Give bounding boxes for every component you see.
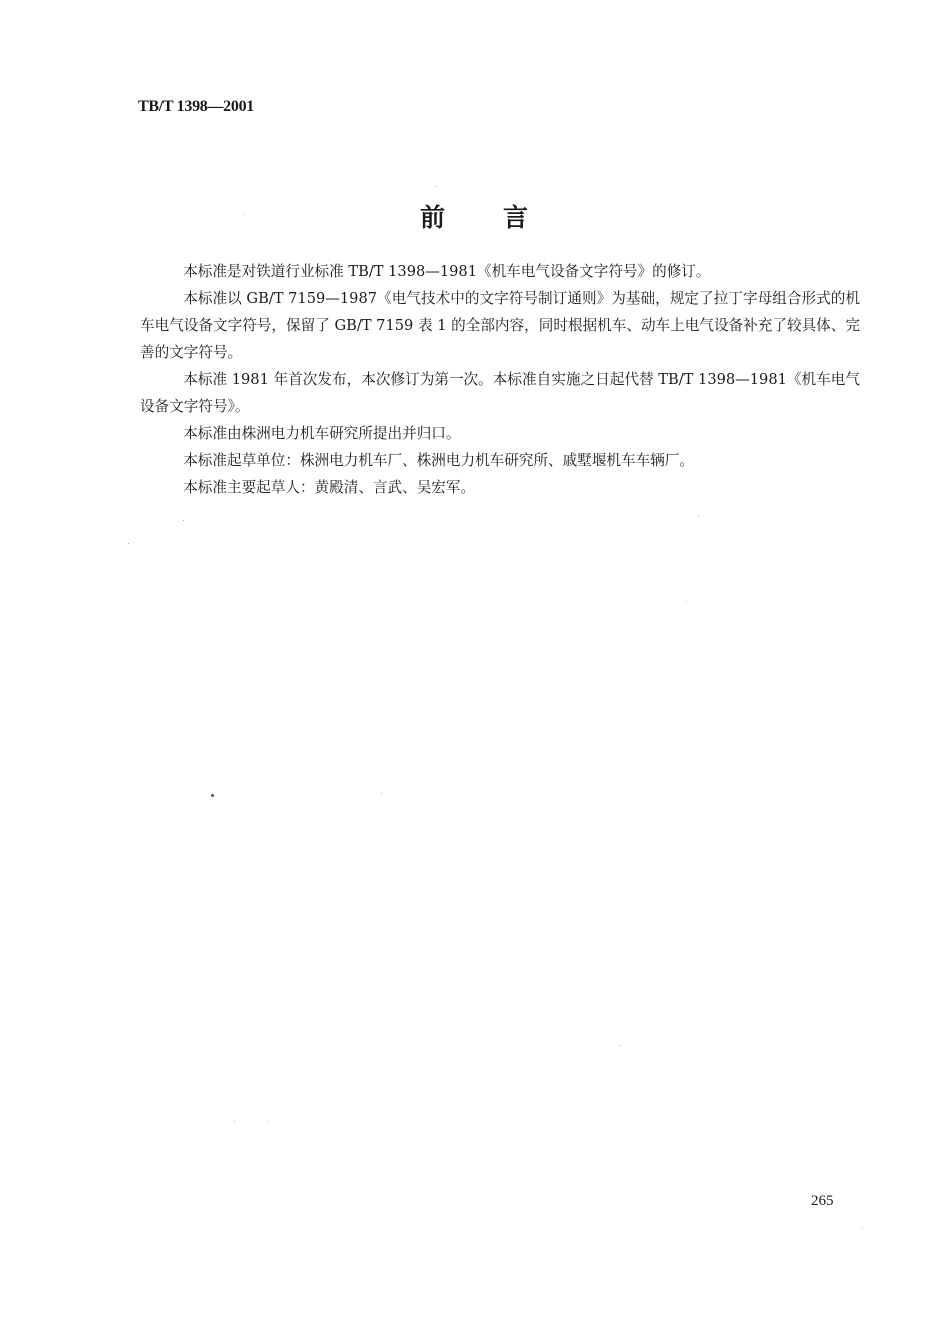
scan-speck [435,186,436,187]
foreword-title [0,198,950,234]
title-char-1: 前 [419,203,447,232]
scan-speck [381,793,382,794]
scan-speck [234,1121,235,1122]
paragraph-drafters: 本标准主要起草人：黄殿清、言武、吴宏军。 [183,479,476,496]
scan-speck [243,214,244,215]
scan-speck [183,520,184,521]
paragraph-revision: 本标准是对铁道行业标准 TB/T 1398—1981《机车电气设备文字符号》的修订。 [183,263,711,280]
scan-speck [862,1227,863,1228]
scan-speck [620,1045,621,1046]
paragraph-drafting-units: 本标准起草单位：株洲电力机车厂、株洲电力机车研究所、戚墅堰机车车辆厂。 [183,452,694,469]
scan-speck [686,601,687,602]
scan-speck [211,794,214,797]
paragraph-proposer: 本标准由株洲电力机车研究所提出并归口。 [183,425,461,442]
paragraph-basis: 本标准以 GB/T 7159—1987《电气技术中的文字符号制订通则》为基础，规定了拉丁字母组合形式的机车电气设备文字符号，保留了 GB/T 7159 表 1 的全部内容，同时根据机车、动车上电气设备补充了较具体、完善的文字符号。 [140,290,860,361]
foreword-body [140,258,860,501]
scan-speck [128,543,129,544]
title-char-2: 言 [503,203,531,232]
paragraph-history: 本标准 1981 年首次发布，本次修订为第一次。本标准自实施之日起代替 TB/T 1398—1981《机车电气设备文字符号》。 [140,371,860,415]
standard-code-header: TB/T 1398—2001 [138,98,254,115]
scan-speck [268,1121,269,1122]
scan-speck [698,516,699,517]
page-number: 265 [811,1193,834,1209]
